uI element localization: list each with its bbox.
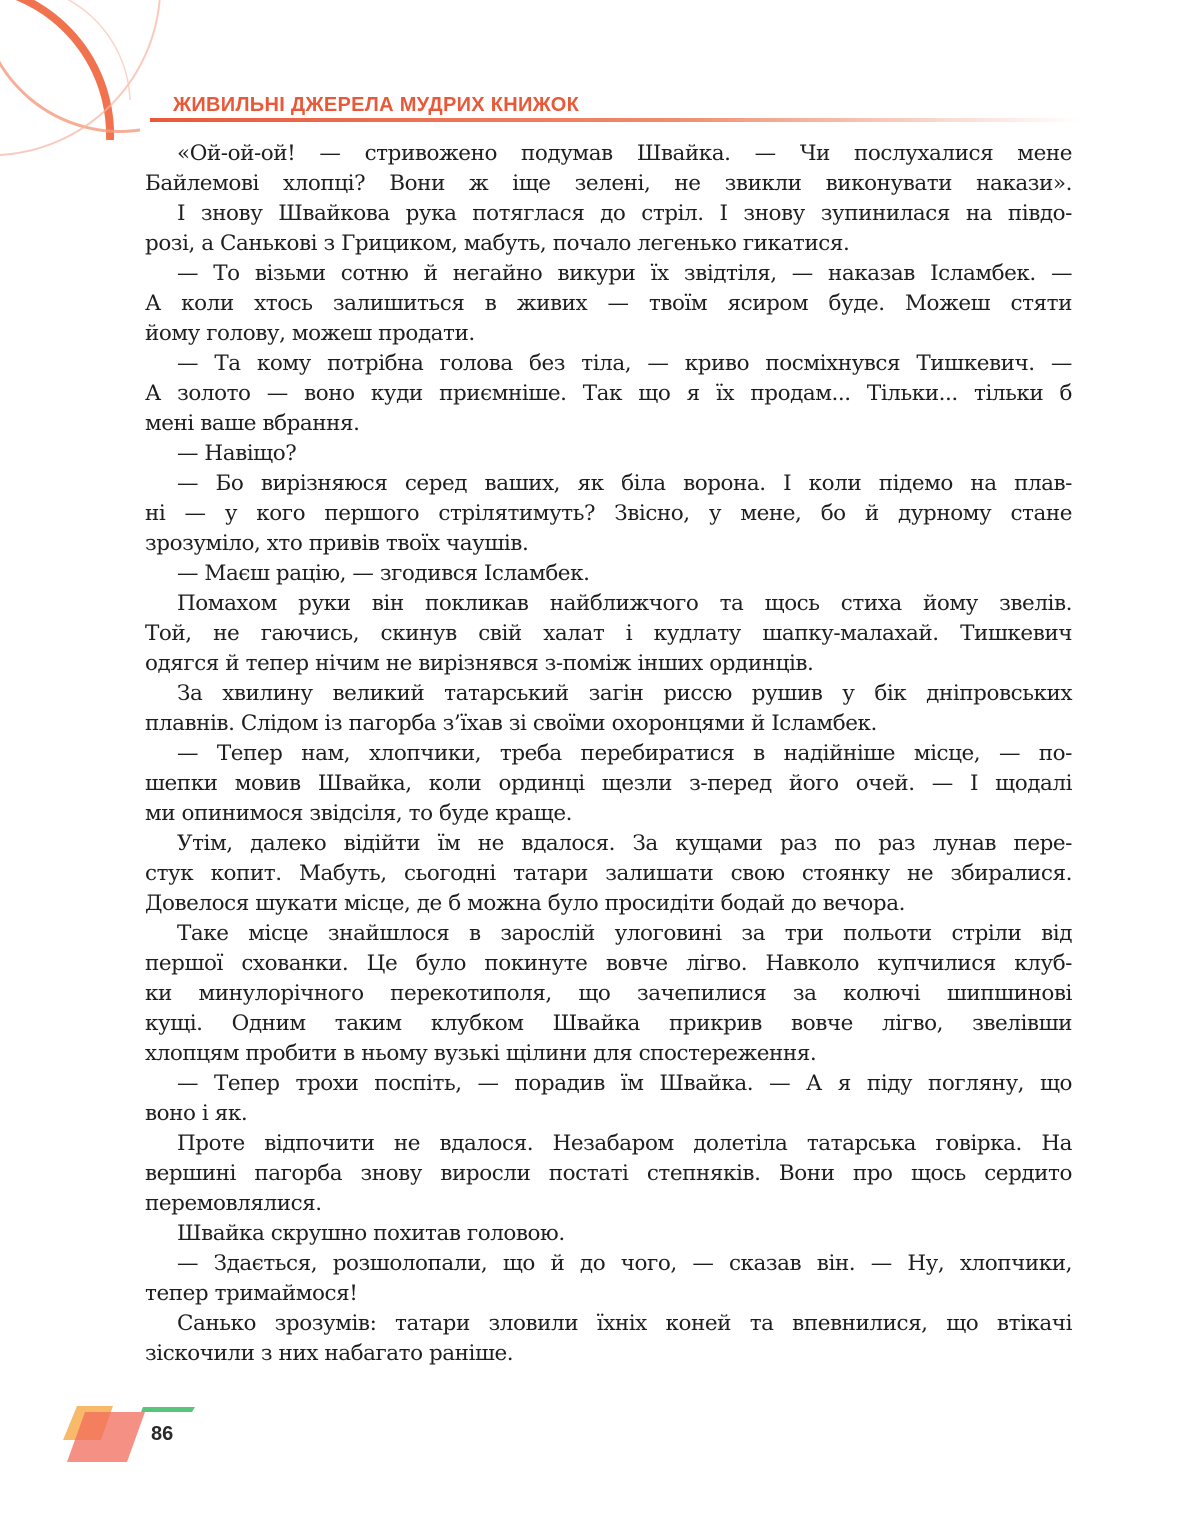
text-line: першої схованки. Це було покинуте вовче лігво. Навколо купчилися клуб-	[145, 951, 1072, 976]
text-line: йому голову, можеш продати.	[145, 321, 475, 346]
text-line: Проте відпочити не вдалося. Незабаром долетіла татарська говірка. На	[177, 1131, 1072, 1156]
text-line: зіскочили з них набагато раніше.	[145, 1341, 514, 1366]
text-line: Таке місце знайшлося в зарослій улоговині за три польоти стріли від	[177, 921, 1072, 946]
text-line: перемовлялися.	[145, 1191, 322, 1216]
text-line: І знову Швайкова рука потяглася до стріл. І знову зупинилася на півдо-	[177, 201, 1072, 226]
text-line: За хвилину великий татарський загін риссю рушив у бік дніпровських	[177, 681, 1072, 706]
text-line: воно і як.	[145, 1101, 248, 1126]
text-line: Довелося шукати місце, де б можна було просидіти бодай до вечора.	[145, 891, 905, 916]
text-line: стук копит. Мабуть, сьогодні татари залишати свою стоянку не збиралися.	[145, 861, 1072, 886]
page-number: 86	[151, 1423, 174, 1445]
text-line: зрозуміло, хто привів твоїх чаушів.	[145, 531, 529, 556]
text-line: — Тепер нам, хлопчики, треба перебиратися в надійніше місце, — по-	[177, 741, 1072, 766]
text-line: Утім, далеко відійти їм не вдалося. За кущами раз по раз лунав пере-	[177, 831, 1072, 856]
header-underline	[150, 118, 1080, 122]
text-line: — Та кому потрібна голова без тіла, — криво посміхнувся Тишкевич. —	[177, 351, 1072, 376]
section-header-title: ЖИВИЛЬНІ ДЖЕРЕЛА МУДРИХ КНИЖОК	[173, 94, 580, 116]
text-line: — Здається, розшолопали, що й до чого, — сказав він. — Ну, хлопчики,	[177, 1251, 1072, 1276]
story-text	[145, 139, 1072, 1369]
text-line: мені ваше вбрання.	[145, 411, 360, 436]
text-line: — Маєш рацію, — згодився Ісламбек.	[177, 561, 590, 586]
text-line: А золото — воно куди приємніше. Так що я їх продам... Тільки... тільки б	[145, 381, 1072, 406]
text-line: — Тепер трохи поспіть, — порадив їм Швайка. — А я піду погляну, що	[177, 1071, 1072, 1096]
text-line: кущі. Одним таким клубком Швайка прикрив вовче лігво, звелівши	[145, 1011, 1072, 1036]
text-line: вершині пагорба знову виросли постаті степняків. Вони про щось сердито	[145, 1161, 1072, 1186]
text-line: плавнів. Слідом із пагорба з’їхав зі своїми охоронцями й Ісламбек.	[145, 711, 877, 736]
text-line: Санько зрозумів: татари зловили їхніх коней та впевнилися, що втікачі	[177, 1311, 1072, 1336]
text-line: шепки мовив Швайка, коли ординці щезли з-перед його очей. — І щодалі	[145, 771, 1072, 796]
text-line: — Бо вирізняюся серед ваших, як біла ворона. І коли підемо на плав-	[177, 471, 1072, 496]
text-line: ки минулорічного перекотиполя, що зачепилися за колючі шипшинові	[145, 981, 1072, 1006]
text-line: ні — у кого першого стрілятимуть? Звісно, у мене, бо й дурному стане	[145, 501, 1072, 526]
text-line: Той, не гаючись, скинув свій халат і кудлату шапку-малахай. Тишкевич	[145, 621, 1072, 646]
text-line: — Навіщо?	[177, 441, 297, 466]
text-line: тепер тримаймося!	[145, 1281, 358, 1306]
text-line: одягся й тепер нічим не вирізнявся з-поміж інших ординців.	[145, 651, 814, 676]
text-line: хлопцям пробити в ньому вузькі щілини для спостереження.	[145, 1041, 817, 1066]
text-line: «Ой-ой-ой! — стривожено подумав Швайка. — Чи послухалися мене	[177, 141, 1072, 166]
text-line: Швайка скрушно похитав головою.	[177, 1221, 565, 1246]
text-line: А коли хтось залишиться в живих — твоїм ясиром буде. Можеш стяти	[145, 291, 1072, 316]
footer-decoration	[55, 1402, 205, 1462]
text-line: Помахом руки він покликав найближчого та щось стиха йому звелів.	[177, 591, 1072, 616]
text-line: Байлемові хлопці? Вони ж іще зелені, не звикли виконувати накази».	[145, 171, 1072, 196]
text-line: розі, а Санькові з Грициком, мабуть, почало легенько гикатися.	[145, 231, 850, 256]
text-line: ми опинимося звідсіля, то буде краще.	[145, 801, 572, 826]
text-line: — То візьми сотню й негайно викури їх звідтіля, — наказав Ісламбек. —	[177, 261, 1072, 286]
